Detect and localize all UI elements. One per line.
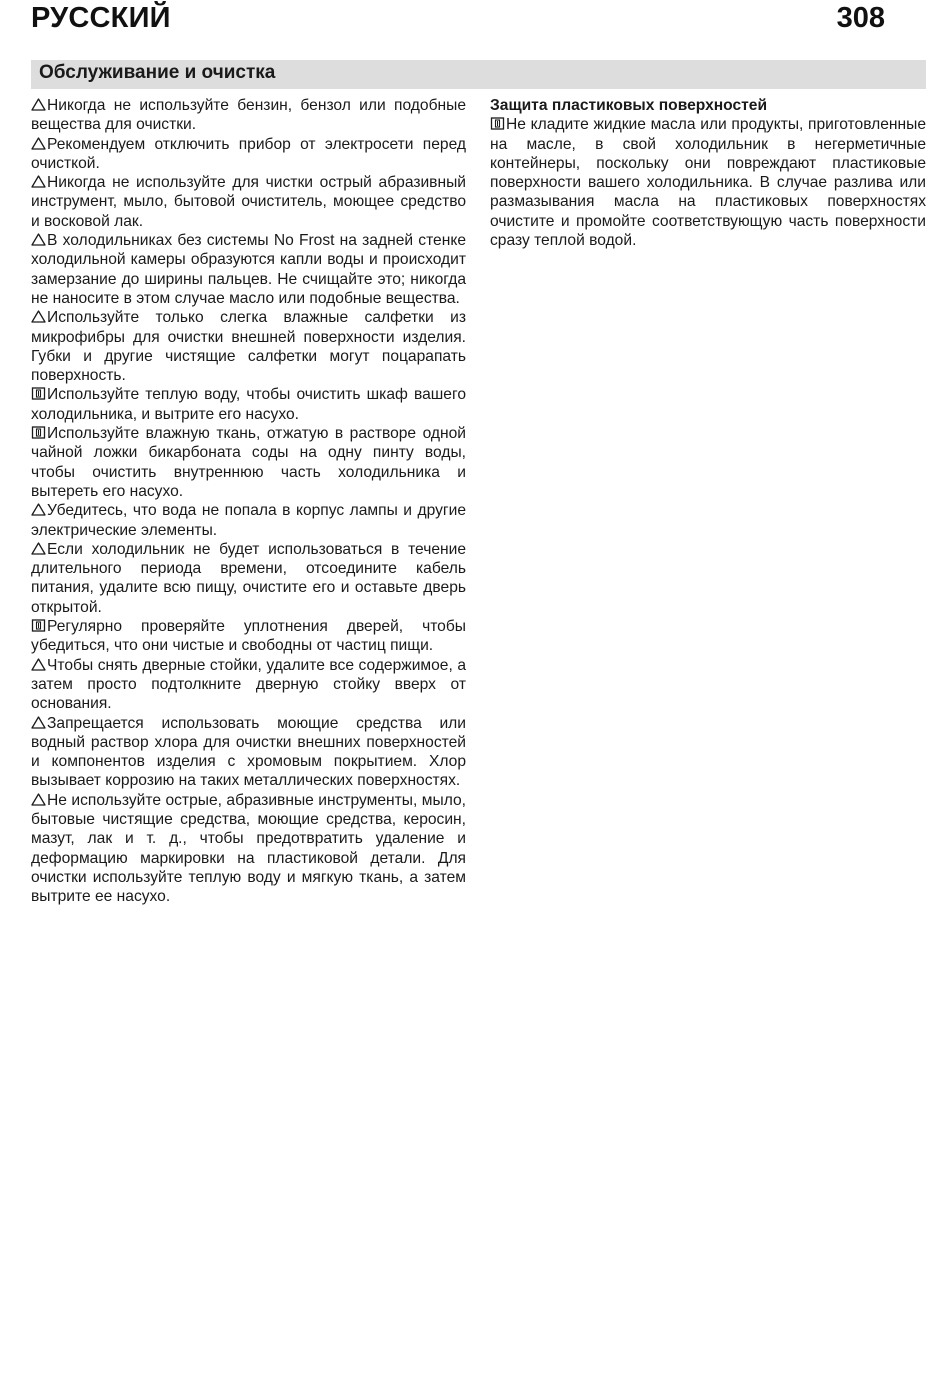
left-column xyxy=(31,96,466,906)
paragraph-item xyxy=(31,617,466,656)
warning-triangle-icon xyxy=(31,233,46,246)
paragraph-text: Не используйте острые, абразивные инструменты, мыло, бытовые чистящие средства, моющие средства, керосин, мазут, лак и т. д., чтобы предотвратить удаление и деформацию маркировки на пластиковой детали. Для очистки используйте теплую воду и мягкую ткань, а затем вытрите ее насухо. xyxy=(31,791,466,906)
paragraph-item xyxy=(31,173,466,231)
section-title: Обслуживание и очистка xyxy=(39,62,276,83)
warning-triangle-icon xyxy=(31,793,46,806)
paragraph-text: Рекомендуем отключить прибор от электросети перед очисткой. xyxy=(31,135,466,172)
paragraph-item xyxy=(31,656,466,714)
subsection-title: Защита пластиковых поверхностей xyxy=(490,97,768,114)
warning-triangle-icon xyxy=(31,137,46,150)
paragraph-text: В холодильниках без системы No Frost на задней стенке холодильной камеры образуются капли воды и происходит замерзание до ширины пальцев. Не счищайте это; никогда не наносите в этом случае масло или подобные вещества. xyxy=(31,232,466,307)
info-book-icon xyxy=(31,426,46,439)
info-book-icon xyxy=(490,117,505,130)
paragraph-text: Используйте теплую воду, чтобы очистить шкаф вашего холодильника, и вытрите его насухо. xyxy=(31,386,466,423)
paragraph-text: Используйте только слегка влажные салфетки из микрофибры для очистки внешней поверхности изделия. Губки и другие чистящие салфетки могут поцарапать поверхность. xyxy=(31,309,466,385)
paragraph-text: Убедитесь, что вода не попала в корпус лампы и другие электрические элементы. xyxy=(31,502,466,539)
warning-triangle-icon xyxy=(31,542,46,555)
warning-triangle-icon xyxy=(31,716,46,729)
page-header xyxy=(31,0,885,40)
warning-triangle-icon xyxy=(31,98,46,111)
info-book-icon xyxy=(31,619,46,632)
paragraph-item xyxy=(31,424,466,501)
paragraph-item xyxy=(31,385,466,424)
paragraph-item xyxy=(31,501,466,540)
paragraph-text: Чтобы снять дверные стойки, удалите все содержимое, а затем просто подтолкните дверную стойку вверх от основания. xyxy=(31,656,466,713)
info-book-icon xyxy=(31,387,46,400)
paragraph-item xyxy=(31,540,466,617)
section-header-bar xyxy=(31,60,926,89)
language-title: РУССКИЙ xyxy=(31,2,171,34)
paragraph-text: Никогда не используйте для чистки острый абразивный инструмент, мыло, бытовой очиститель, моющее средство и восковой лак. xyxy=(31,174,466,230)
paragraph-item xyxy=(31,231,466,308)
paragraph-item xyxy=(31,791,466,907)
paragraph-item xyxy=(31,714,466,791)
paragraph-item xyxy=(490,115,926,250)
paragraph-text: Запрещается использовать моющие средства или водный раствор хлора для очистки внешних поверхностей и компонентов изделия с хромовым покрытием. Хлор вызывает коррозию на таких металлических поверхностях. xyxy=(31,714,466,790)
paragraph-text: Используйте влажную ткань, отжатую в растворе одной чайной ложки бикарбоната соды на одну пинту воды, чтобы очистить внутреннюю часть холодильника и вытереть его насухо. xyxy=(31,425,466,500)
paragraph-item xyxy=(31,135,466,174)
warning-triangle-icon xyxy=(31,175,46,188)
paragraph-text: Не кладите жидкие масла или продукты, приготовленные на масле, в свой холодильник в негерметичные контейнеры, поскольку они повреждают пластиковые поверхности вашего холодильника. В случае разлива или размазывания масла на пластиковых поверхностях очистите и промойте соответствующую часть поверхности сразу теплой водой. xyxy=(490,116,926,250)
paragraph-item xyxy=(31,96,466,135)
warning-triangle-icon xyxy=(31,658,46,671)
page-number: 308 xyxy=(836,2,885,34)
warning-triangle-icon xyxy=(31,503,46,516)
paragraph-item xyxy=(31,308,466,385)
warning-triangle-icon xyxy=(31,310,46,323)
paragraph-text: Если холодильник не будет использоваться в течение длительного периода времени, отсоедините кабель питания, удалите всю пищу, очистите его и оставьте дверь открытой. xyxy=(31,540,466,616)
right-column-items xyxy=(490,115,926,250)
paragraph-text: Регулярно проверяйте уплотнения дверей, чтобы убедиться, что они чистые и свободны от частиц пищи. xyxy=(31,618,466,655)
right-column xyxy=(490,96,926,250)
paragraph-text: Никогда не используйте бензин, бензол или подобные вещества для очистки. xyxy=(31,97,466,134)
